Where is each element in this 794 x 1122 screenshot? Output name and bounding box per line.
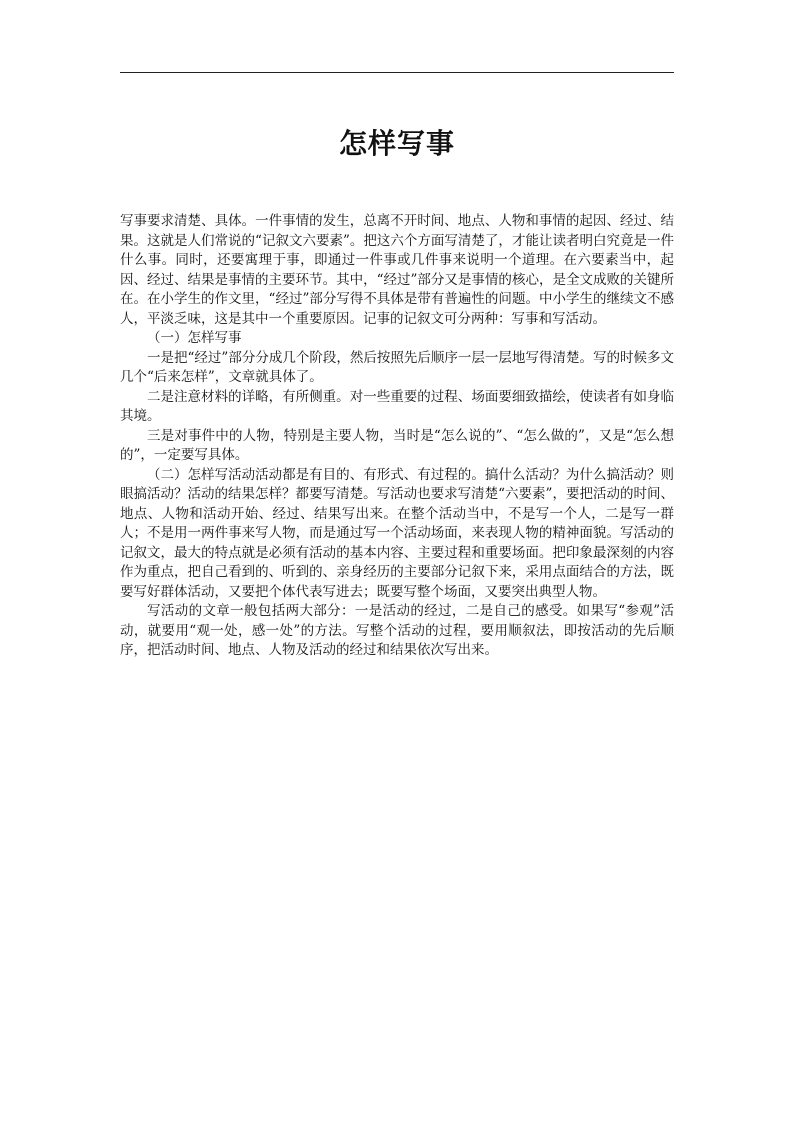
paragraph-intro: 写事要求清楚、具体。一件事情的发生，总离不开时间、地点、人物和事情的起因、经过、结果。这就是人们常说的“记叙文六要素”。把这六个方面写清楚了，才能让读者明白究竟是一件什么事。同时，还要寓理于事，即通过一件事或几件事来说明一个道理。在六要素当中，起因、经过、结果是事情的主要环节。其中，“经过”部分又是事情的核心，是全文成败的关键所在。在小学生的作文里，“经过”部分写得不具体是带有普遍性的问题。中小学生的继续文不感人，平淡乏味，这是其中一个重要原因。记事的记叙文可分两种：写事和写活动。 <box>120 213 674 327</box>
document-body <box>120 212 674 661</box>
document-title: 怎样写事 <box>338 127 455 160</box>
header-rule <box>120 72 674 73</box>
paragraph-point-one: 一是把“经过”部分分成几个阶段，然后按照先后顺序一层一层地写得清楚。写的时候多文几个“后来怎样”，文章就具体了。 <box>120 349 674 385</box>
paragraph-point-two: 二是注意材料的详略，有所侧重。对一些重要的过程、场面要细致描绘，使读者有如身临其境。 <box>120 388 674 424</box>
paragraph-point-three: 三是对事件中的人物，特别是主要人物，当时是“怎么说的”、“怎么做的”，又是“怎么想的”，一定要写具体。 <box>120 427 674 463</box>
paragraph-activity-structure: 写活动的文章一般包括两大部分：一是活动的经过，二是自己的感受。如果写“参观”活动，就要用“观一处，感一处”的方法。写整个活动的过程，要用顺叙法，即按活动的先后顺序，把活动时间、地点、人物及活动的经过和结果依次写出来。 <box>120 603 674 658</box>
paragraph-write-activities: （二）怎样写活动活动都是有目的、有形式、有过程的。搞什么活动？为什么搞活动？则眼搞活动？活动的结果怎样？都要写清楚。写活动也要求写清楚“六要素”，要把活动的时间、地点、人物和活动开始、经过、结果写出来。在整个活动当中，不是写一个人，二是写一群人；不是用一两件事来写人物，而是通过写一个活动场面，来表现人物的精神面貌。写活动的记叙文，最大的特点就是必须有活动的基本内容、主要过程和重要场面。把印象最深刻的内容作为重点，把自己看到的、听到的、亲身经历的主要部分记叙下来，采用点面结合的方法，既要写好群体活动，又要把个体代表写进去；既要写整个场面，又要突出典型人物。 <box>120 466 674 600</box>
section-heading-write-events: （一）怎样写事 <box>147 330 242 346</box>
